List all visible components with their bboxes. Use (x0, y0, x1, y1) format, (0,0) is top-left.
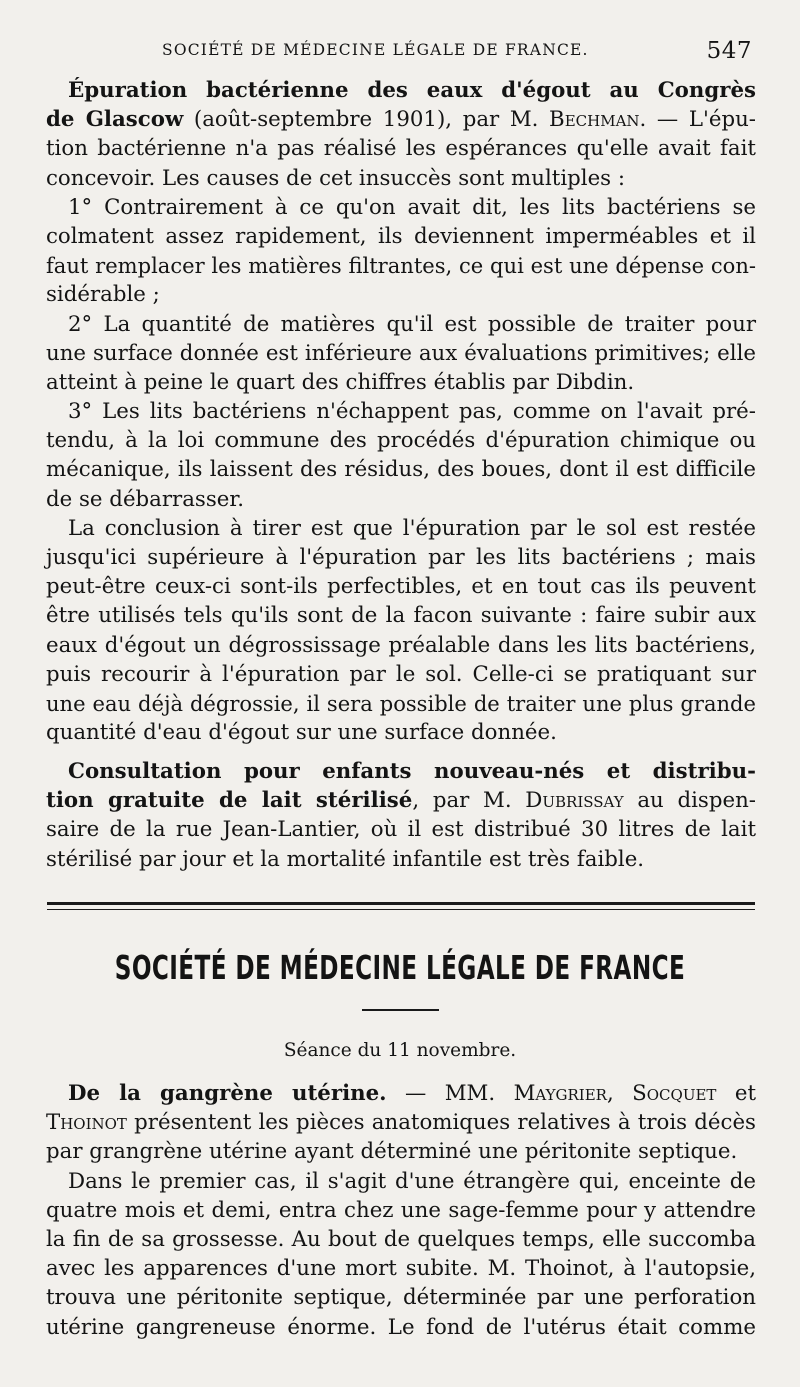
text-span: . — L'épu- (639, 107, 756, 133)
article-line: atteint à peine le quart des chiffres établis par Dibdin. (46, 369, 635, 395)
text-span: , (606, 1081, 633, 1106)
article-line: mécanique, ils laissent des résidus, des boues, dont il est difficile (46, 457, 756, 483)
article-title-continued: de Glascow (46, 107, 184, 133)
session-date: Séance du 11 novembre. (283, 1040, 517, 1061)
article-line: sidérable ; (46, 282, 160, 308)
author-name: Bechman (549, 107, 640, 133)
author-name: Thoinot (46, 1110, 127, 1136)
running-head (0, 38, 800, 68)
article-line: être utilisés tels qu'ils sont de la facon suivante : faire subir aux (46, 603, 756, 629)
article-line: par grangrène utérine ayant déterminé une péritonite septique. (46, 1139, 738, 1165)
section-title: SOCIÉTÉ DE MÉDECINE LÉGALE DE FRANCE (114, 948, 686, 987)
article-line: Dans le premier cas, il s'agit d'une étrangère qui, enceinte de (68, 1168, 756, 1194)
article-line: avec les apparences d'une mort subite. M. Thoinot, à l'autopsie, (46, 1256, 756, 1282)
text-span: présentent les pièces anatomiques relatives à trois décès (126, 1110, 756, 1136)
article-line: 3° Les lits bactériens n'échappent pas, comme on l'avait pré- (68, 399, 756, 425)
article-line (46, 105, 756, 134)
text-span: — MM. (386, 1081, 514, 1106)
article-consultation-enfants (46, 757, 756, 874)
article-title: Épuration bactérienne des eaux d'égout au Congrès (68, 78, 756, 103)
article-line (46, 786, 756, 815)
article-line: une eau déjà dégrossie, il sera possible de traiter une plus grande (46, 690, 756, 716)
article-line: La conclusion à tirer est que l'épuration par le sol est restée (68, 515, 756, 541)
article-line: colmatent assez rapidement, ils deviennent imperméables et il (46, 223, 756, 249)
article-line: saire de la rue Jean-Lantier, où il est distribué 30 litres de lait (46, 817, 756, 843)
running-title: SOCIÉTÉ DE MÉDECINE LÉGALE DE FRANCE. (162, 41, 589, 59)
article-line: tendu, à la loi commune des procédés d'épuration chimique ou (46, 428, 756, 454)
article-line (46, 1079, 756, 1108)
article-line: eaux d'égout un dégrossissage préalable dans les lits bactériens, (46, 632, 756, 658)
article-line: de se débarrasser. (46, 486, 245, 512)
author-name: Socquet (632, 1081, 717, 1106)
author-name: Dubrissay (525, 788, 624, 814)
article-line: la fin de sa grossesse. Au bout de quelques temps, elle succomba (46, 1226, 756, 1252)
article-line: une surface donnée est inférieure aux évaluations primitives; elle (46, 340, 756, 366)
text-span: (août-septembre 1901), par M. (183, 107, 550, 133)
text-span: et (716, 1081, 757, 1106)
article-line: concevoir. Les causes de cet insuccès sont multiples : (46, 165, 626, 191)
author-name: Maygrier (513, 1081, 607, 1106)
article-line: stérilisé par jour et la mortalité infantile est très faible. (46, 846, 645, 872)
article-epuration-bacterienne (46, 76, 756, 747)
article-title-continued: tion gratuite de lait stérilisé (46, 788, 413, 814)
article-line: quatre mois et demi, entra chez une sage-femme pour y attendre (46, 1197, 756, 1223)
title-underline (362, 1009, 439, 1011)
article-line: puis recourir à l'épuration par le sol. Celle-ci se pratiquant sur (46, 661, 756, 687)
article-line: faut remplacer les matières filtrantes, ce qui est une dépense con- (46, 253, 756, 279)
article-title: De la gangrène utérine. (68, 1081, 387, 1106)
text-span: , par M. (412, 788, 526, 814)
article-line: 2° La quantité de matières qu'il est possible de traiter pour (68, 311, 756, 337)
article-line: peut-être ceux-ci sont-ils perfectibles, et en tout cas ils peuvent (46, 574, 756, 600)
article-line: jusqu'ici supérieure à l'épuration par les lits bactériens ; mais (46, 545, 756, 570)
text-span: au dispen- (623, 788, 756, 814)
article-line: tion bactérienne n'a pas réalisé les espérances qu'elle avait fait (46, 136, 756, 162)
article-gangrene-uterine (46, 1079, 756, 1342)
article-line (46, 1108, 756, 1137)
double-rule-bottom (47, 909, 755, 910)
page-number: 547 (706, 38, 752, 64)
article-title: Consultation pour enfants nouveau-nés et distribu- (68, 759, 756, 784)
article-line: trouva une péritonite septique, déterminée par une perforation (46, 1285, 756, 1311)
article-line: quantité d'eau d'égout sur une surface donnée. (46, 720, 557, 746)
article-line: utérine gangreneuse énorme. Le fond de l'utérus était comme (46, 1314, 756, 1340)
double-rule-top (47, 902, 755, 905)
article-line: 1° Contrairement à ce qu'on avait dit, les lits bactériens se (68, 194, 756, 220)
